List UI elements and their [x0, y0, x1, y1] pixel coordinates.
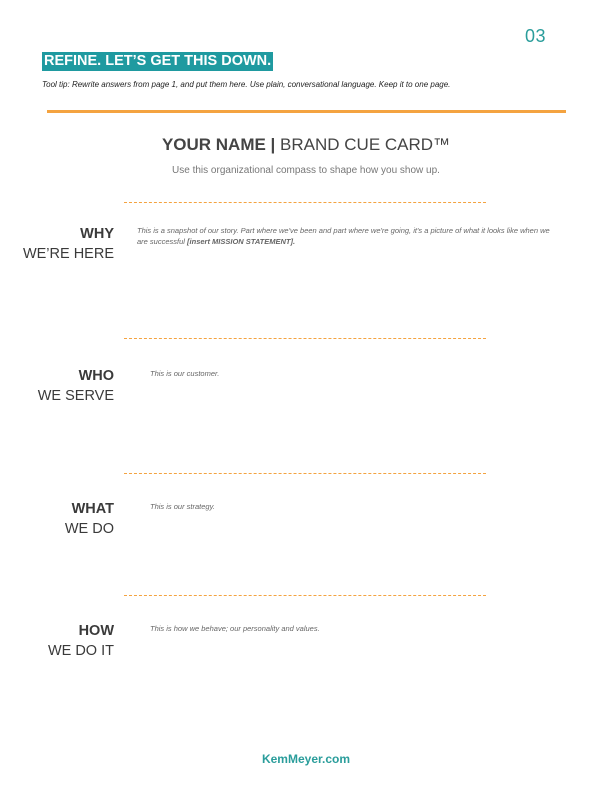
section-description-how: This is how we behave; our personality and values.: [150, 624, 320, 633]
tool-tip: Tool tip: Rewrite answers from page 1, and put them here. Use plain, conversational language. Keep it to one page.: [42, 80, 451, 89]
section-label-line1: WHO: [78, 368, 114, 384]
section-divider-who: [124, 338, 486, 339]
section-label-what: [65, 499, 114, 539]
section-label-line2: WE’RE HERE: [22, 246, 114, 262]
section-description-text: This is a snapshot of our story. Part where we've been and part where we're going, it's a picture of what it looks like when we are successful: [137, 226, 550, 246]
card-title: [0, 135, 612, 155]
section-label-line1: HOW: [78, 623, 114, 639]
mission-statement-placeholder: [insert MISSION STATEMENT].: [187, 237, 296, 246]
refine-heading-banner: REFINE. LET’S GET THIS DOWN.: [44, 53, 272, 69]
section-label-who: [38, 366, 114, 406]
section-divider-what: [124, 473, 486, 474]
card-subtitle: Use this organizational compass to shape how you show up.: [172, 165, 440, 176]
section-label-line2: WE DO: [64, 521, 114, 537]
section-description-what: This is our strategy.: [150, 502, 215, 511]
page-number: 03: [525, 26, 547, 46]
section-label-line1: WHAT: [71, 501, 114, 517]
section-label-line1: WHY: [80, 226, 114, 242]
section-divider-how: [124, 595, 486, 596]
card-title-brand: BRAND CUE CARD™: [275, 135, 451, 154]
orange-divider: [47, 110, 566, 113]
section-divider-why: [124, 202, 486, 203]
section-description-who: This is our customer.: [150, 369, 220, 378]
card-title-name: YOUR NAME |: [161, 135, 276, 154]
section-label-why: [23, 224, 114, 264]
footer-website-link[interactable]: KemMeyer.com: [261, 752, 351, 766]
section-label-line2: WE SERVE: [37, 388, 114, 404]
section-label-line2: WE DO IT: [47, 643, 114, 659]
section-label-how: [48, 621, 114, 661]
section-description-why: [137, 225, 557, 247]
